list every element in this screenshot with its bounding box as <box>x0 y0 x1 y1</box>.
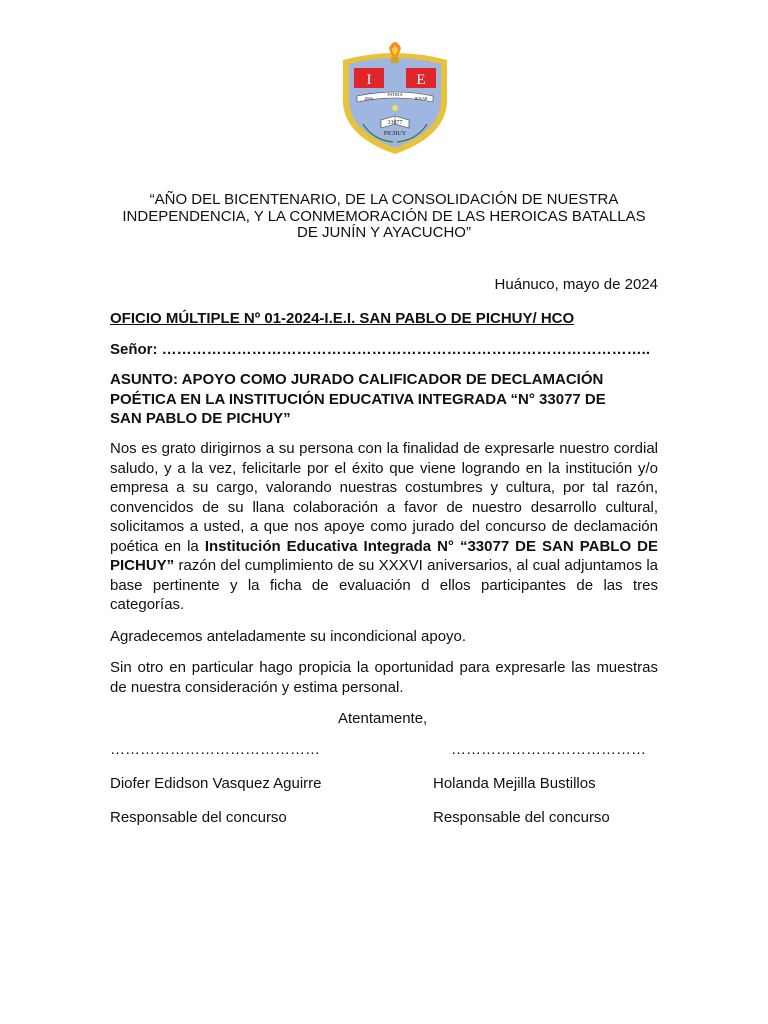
crest-emblem <box>337 38 453 156</box>
year-motto: “AÑO DEL BICENTENARIO, DE LA CONSOLIDACIÓN DE NUESTRA INDEPENDENCIA, Y LA CONMEMORACIÓN DE LAS HEROICAS BATALLAS DE JUNÍN Y AYACUCHO” <box>122 191 646 241</box>
date-line: Huánuco, mayo de 2024 <box>494 276 658 293</box>
body-text-institution: Institución Educativa Integrada N° “33077 DE SAN PABLO DE PICHUY” <box>110 537 658 574</box>
crest-place: PICHUY <box>383 131 407 137</box>
signatory-role: Responsable del concurso <box>433 809 610 826</box>
sign-off: Atentamente, <box>338 710 428 727</box>
thanks-line: Agradecemos anteladamente su incondicional apoyo. <box>110 628 467 645</box>
signature-line: …………………………………… <box>110 741 320 758</box>
signatory-name: Holanda Mejilla Bustillos <box>433 775 596 792</box>
body-text-start: Nos es grato dirigirnos a su persona con la finalidad de expresarle nuestro cordial saludo, y a la vez, felicitarle por el éxito que viene logrando en la institución y/o empresa a su cargo, valorando nuestras costumbres y cultura, por tal razón, convencidos de su llana colaboración a favor de nuestro desarrollo cultural, solicitamos a usted, a que nos apoye como jurado del concurso de declamación poética en la <box>110 440 658 555</box>
crest-number: 33077 <box>387 120 403 126</box>
crest-banner-text: PATRIA <box>387 92 403 97</box>
signatory-role: Responsable del concurso <box>110 809 287 826</box>
crest-banner-right: HOGAR <box>414 97 428 101</box>
body-paragraph <box>110 439 658 615</box>
signature-block-left <box>110 740 370 828</box>
closing-paragraph: Sin otro en particular hago propicia la oportunidad para expresarle las muestras de nuestra consideración y estima personal. <box>110 659 658 696</box>
signature-block-right <box>433 740 693 828</box>
school-crest-logo <box>337 38 453 156</box>
signature-line: ………………………………… <box>451 741 646 758</box>
signatory-name: Diofer Edidson Vasquez Aguirre <box>110 775 322 792</box>
addressee-line: Señor: …………………………………………………………………………………….. <box>110 341 651 358</box>
oficio-heading: OFICIO MÚLTIPLE Nº 01-2024-I.E.I. SAN PABLO DE PICHUY/ HCO <box>110 310 575 327</box>
crest-letter-e: E <box>416 72 426 88</box>
subject-line: ASUNTO: APOYO COMO JURADO CALIFICADOR DE DECLAMACIÓN POÉTICA EN LA INSTITUCIÓN EDUCATIVA INTEGRADA “N° 33077 DE SAN PABLO DE PICHUY” <box>110 371 606 427</box>
crest-letter-i: I <box>366 72 372 88</box>
body-text-end: razón del cumplimiento de su XXXVI aniversarios, al cual adjuntamos la base pertinente y la ficha de evaluación d ellos participantes de las tres categorías. <box>110 557 658 613</box>
crest-banner-left: DIOS <box>364 97 374 101</box>
